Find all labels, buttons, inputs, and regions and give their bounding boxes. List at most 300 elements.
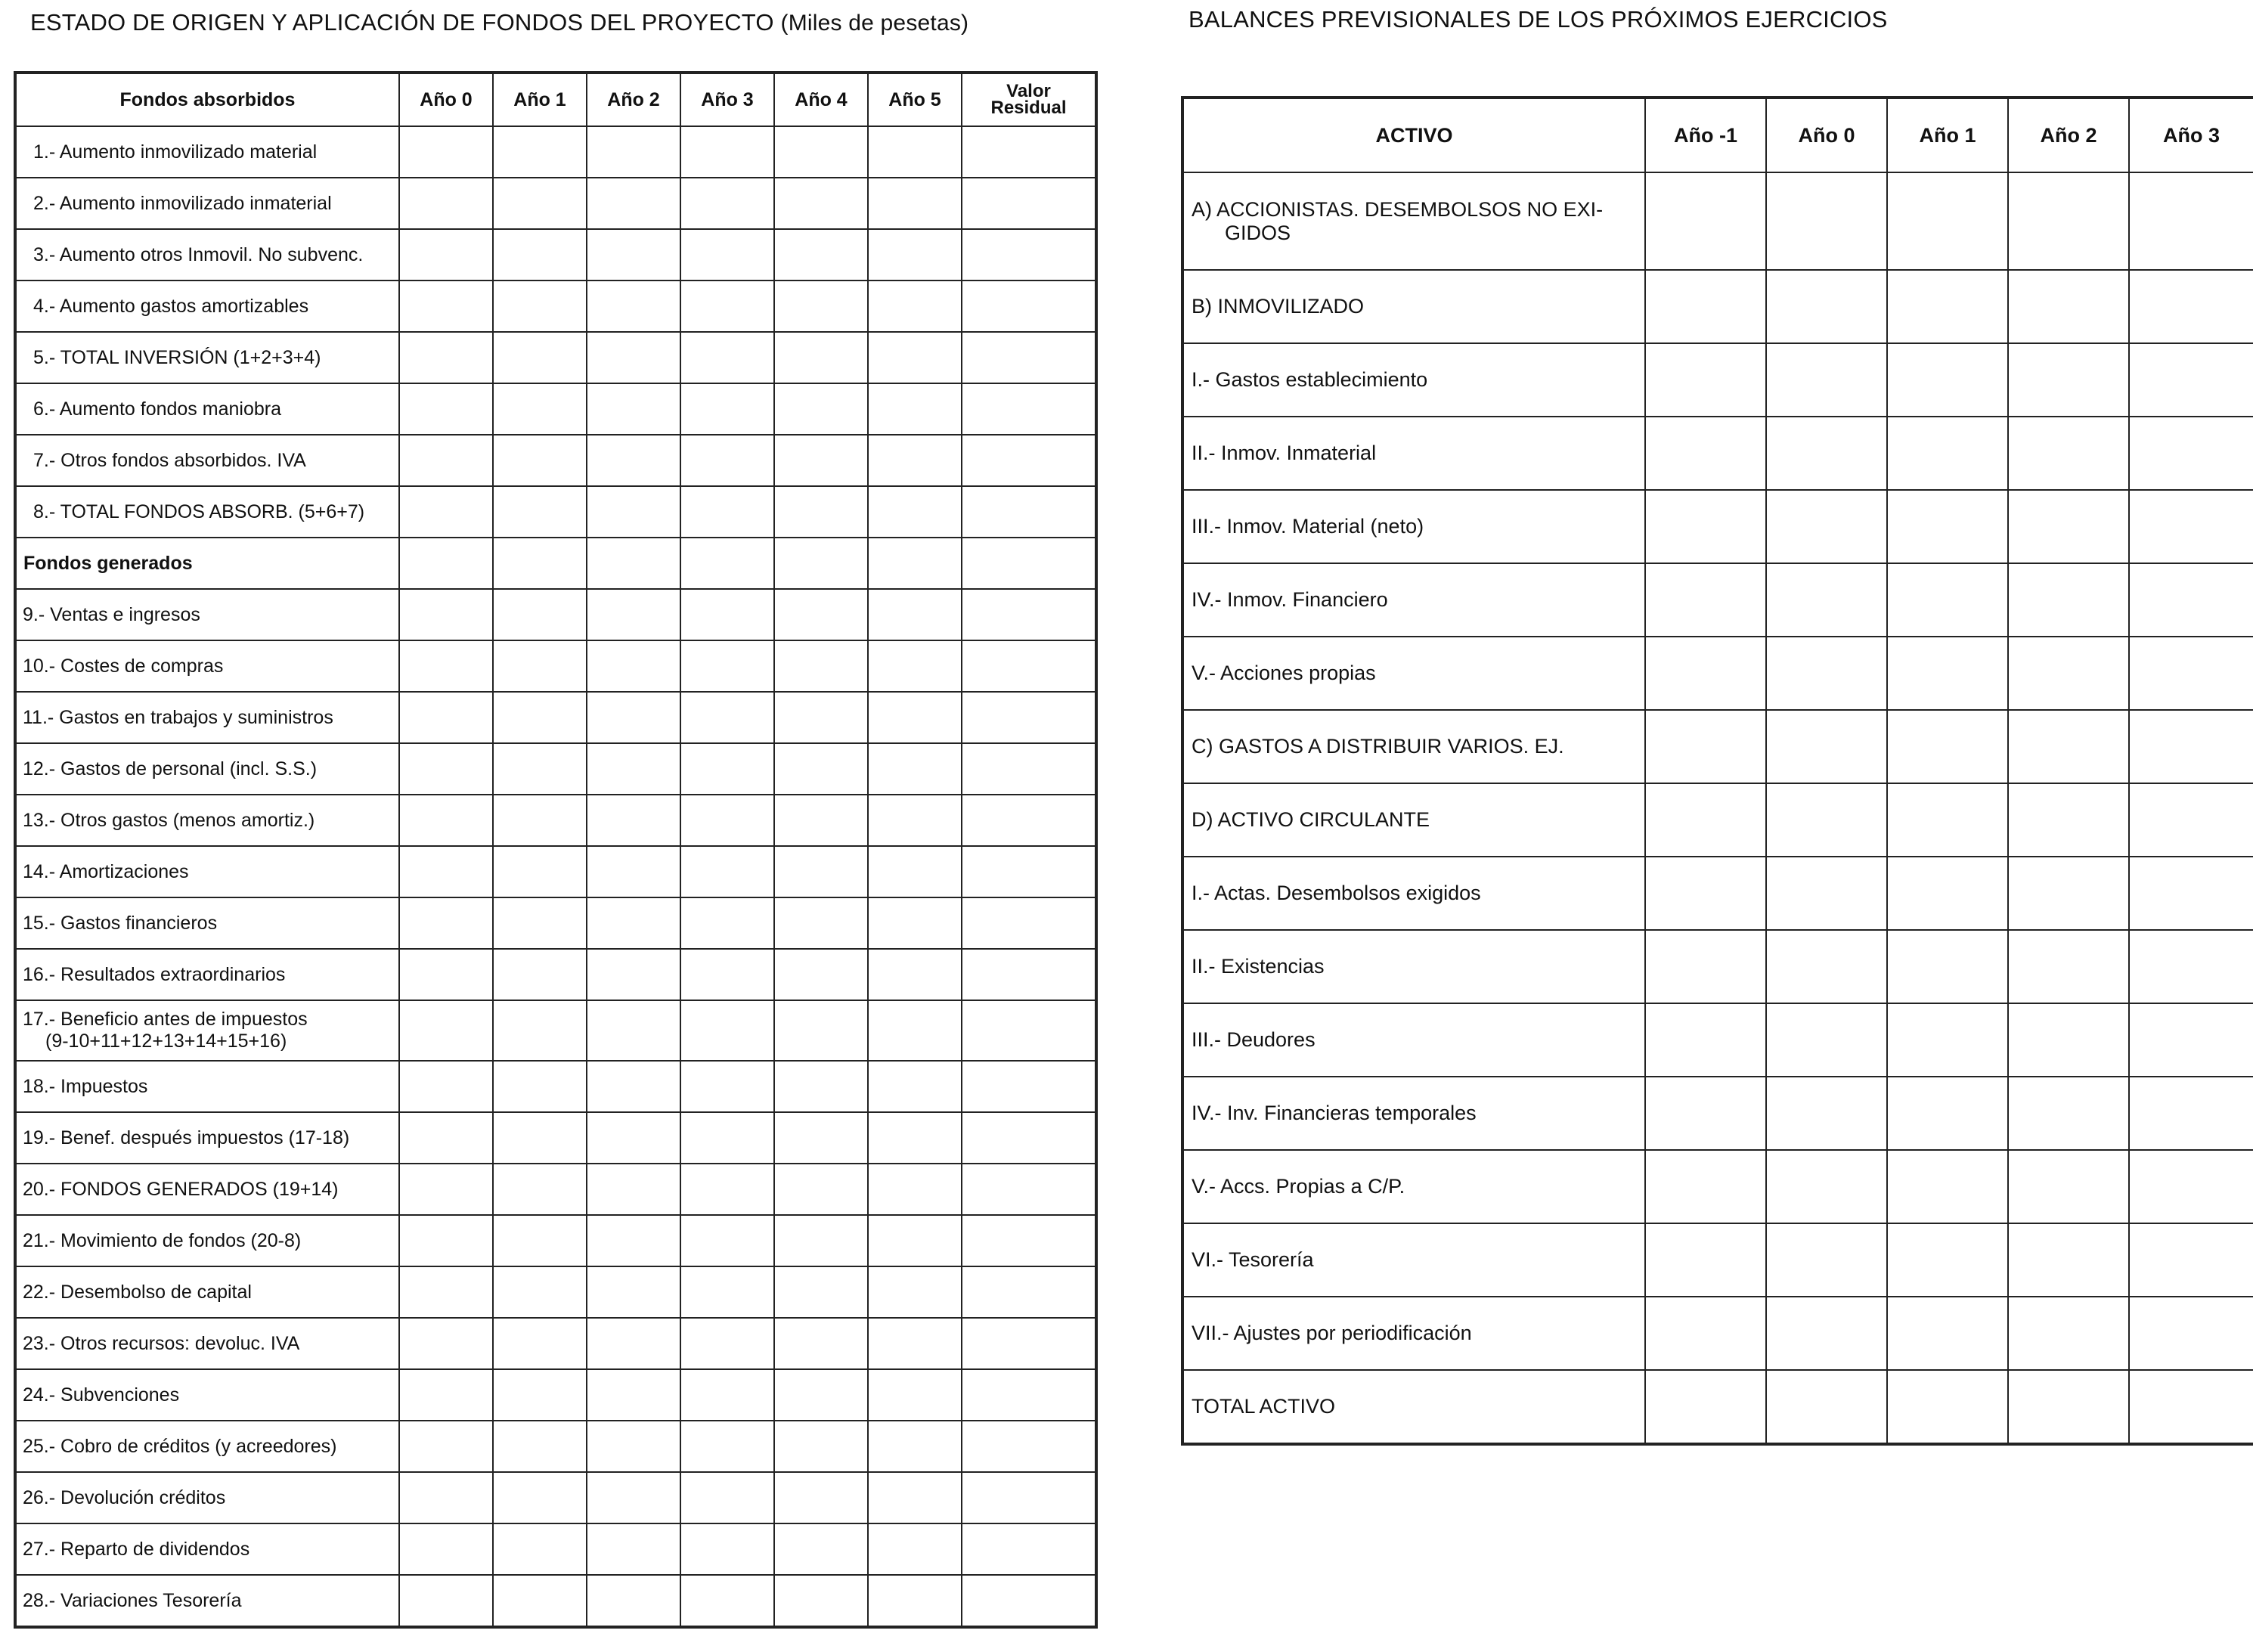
input-cell[interactable] xyxy=(2129,930,2253,1003)
input-cell[interactable] xyxy=(587,178,680,229)
input-cell[interactable] xyxy=(2129,1297,2253,1370)
input-cell[interactable] xyxy=(587,229,680,280)
input-cell[interactable] xyxy=(868,1112,962,1164)
fondos-row-label-text: 23.- Otros recursos: devoluc. IVA xyxy=(23,1332,300,1354)
input-cell[interactable] xyxy=(1766,417,1887,490)
input-cell[interactable] xyxy=(1645,1370,1766,1444)
input-cell[interactable] xyxy=(399,332,493,383)
input-cell[interactable] xyxy=(868,1369,962,1421)
input-cell[interactable] xyxy=(962,1421,1096,1472)
input-cell[interactable] xyxy=(774,949,868,1000)
input-cell[interactable] xyxy=(1645,270,1766,343)
input-cell[interactable] xyxy=(1766,1003,1887,1077)
input-cell[interactable] xyxy=(587,486,680,538)
input-cell[interactable] xyxy=(680,1164,774,1215)
input-cell[interactable] xyxy=(962,178,1096,229)
input-cell[interactable] xyxy=(587,1266,680,1318)
fondos-row xyxy=(15,435,1096,486)
input-cell[interactable] xyxy=(1887,1223,2008,1297)
input-cell[interactable] xyxy=(680,435,774,486)
input-cell[interactable] xyxy=(587,1215,680,1266)
input-cell[interactable] xyxy=(399,178,493,229)
input-cell[interactable] xyxy=(2129,417,2253,490)
input-cell[interactable] xyxy=(399,126,493,178)
fondos-row-label-text: 25.- Cobro de créditos (y acreedores) xyxy=(23,1435,337,1457)
input-cell[interactable] xyxy=(2008,417,2129,490)
input-cell[interactable] xyxy=(774,435,868,486)
input-cell[interactable] xyxy=(962,1523,1096,1575)
fondos-row-label xyxy=(15,486,399,538)
input-cell[interactable] xyxy=(962,1266,1096,1318)
activo-row xyxy=(1182,563,2253,637)
input-cell[interactable] xyxy=(1887,1297,2008,1370)
input-cell[interactable] xyxy=(868,435,962,486)
input-cell[interactable] xyxy=(680,1215,774,1266)
input-cell[interactable] xyxy=(587,435,680,486)
input-cell[interactable] xyxy=(680,126,774,178)
input-cell[interactable] xyxy=(1766,490,1887,563)
input-cell[interactable] xyxy=(1645,1297,1766,1370)
input-cell[interactable] xyxy=(2008,710,2129,783)
input-cell[interactable] xyxy=(2008,172,2129,270)
input-cell[interactable] xyxy=(493,846,587,897)
input-cell[interactable] xyxy=(774,332,868,383)
input-cell[interactable] xyxy=(2129,710,2253,783)
input-cell[interactable] xyxy=(774,846,868,897)
input-cell[interactable] xyxy=(587,589,680,640)
input-cell[interactable] xyxy=(680,589,774,640)
input-cell[interactable] xyxy=(1887,270,2008,343)
input-cell[interactable] xyxy=(399,280,493,332)
input-cell[interactable] xyxy=(774,743,868,795)
input-cell[interactable] xyxy=(399,846,493,897)
input-cell[interactable] xyxy=(680,538,774,589)
input-cell[interactable] xyxy=(680,1523,774,1575)
activo-row-label: I.- Actas. Desembolsos exigidos xyxy=(1182,857,1645,930)
input-cell[interactable] xyxy=(774,1472,868,1523)
input-cell[interactable] xyxy=(1887,563,2008,637)
input-cell[interactable] xyxy=(962,692,1096,743)
input-cell[interactable] xyxy=(680,332,774,383)
input-cell[interactable] xyxy=(868,640,962,692)
input-cell[interactable] xyxy=(680,1061,774,1112)
input-cell[interactable] xyxy=(399,1266,493,1318)
input-cell[interactable] xyxy=(1645,1223,1766,1297)
input-cell[interactable] xyxy=(399,1523,493,1575)
fondos-row-label xyxy=(15,1472,399,1523)
input-cell[interactable] xyxy=(399,795,493,846)
input-cell[interactable] xyxy=(1766,857,1887,930)
input-cell[interactable] xyxy=(493,692,587,743)
input-cell[interactable] xyxy=(493,640,587,692)
fondos-row-label-text: 11.- Gastos en trabajos y suministros xyxy=(23,706,333,728)
input-cell[interactable] xyxy=(2008,1003,2129,1077)
input-cell[interactable] xyxy=(774,795,868,846)
input-cell[interactable] xyxy=(962,1112,1096,1164)
input-cell[interactable] xyxy=(493,1472,587,1523)
input-cell[interactable] xyxy=(587,640,680,692)
input-cell[interactable] xyxy=(399,383,493,435)
input-cell[interactable] xyxy=(1645,1003,1766,1077)
input-cell[interactable] xyxy=(587,897,680,949)
input-cell[interactable] xyxy=(1645,857,1766,930)
input-cell[interactable] xyxy=(399,1000,493,1061)
input-cell[interactable] xyxy=(1766,1370,1887,1444)
input-cell[interactable] xyxy=(962,897,1096,949)
input-cell[interactable] xyxy=(2129,270,2253,343)
input-cell[interactable] xyxy=(868,486,962,538)
input-cell[interactable] xyxy=(493,795,587,846)
input-cell[interactable] xyxy=(962,846,1096,897)
input-cell[interactable] xyxy=(868,589,962,640)
input-cell[interactable] xyxy=(1887,1150,2008,1223)
input-cell[interactable] xyxy=(868,743,962,795)
activo-row-label: D) ACTIVO CIRCULANTE xyxy=(1182,783,1645,857)
input-cell[interactable] xyxy=(493,949,587,1000)
input-cell[interactable] xyxy=(493,1061,587,1112)
input-cell[interactable] xyxy=(493,1164,587,1215)
input-cell[interactable] xyxy=(2129,563,2253,637)
input-cell[interactable] xyxy=(2129,783,2253,857)
input-cell[interactable] xyxy=(774,640,868,692)
input-cell[interactable] xyxy=(962,383,1096,435)
input-cell[interactable] xyxy=(493,126,587,178)
input-cell[interactable] xyxy=(2129,1003,2253,1077)
input-cell[interactable] xyxy=(493,1112,587,1164)
input-cell[interactable] xyxy=(493,280,587,332)
input-cell[interactable] xyxy=(962,1318,1096,1369)
input-cell[interactable] xyxy=(1766,637,1887,710)
input-cell[interactable] xyxy=(680,1472,774,1523)
input-cell[interactable] xyxy=(587,692,680,743)
input-cell[interactable] xyxy=(962,1000,1096,1061)
input-cell[interactable] xyxy=(587,743,680,795)
input-cell[interactable] xyxy=(868,1421,962,1472)
input-cell[interactable] xyxy=(587,1472,680,1523)
input-cell[interactable] xyxy=(2129,1150,2253,1223)
input-cell[interactable] xyxy=(493,1523,587,1575)
input-cell[interactable] xyxy=(868,383,962,435)
input-cell[interactable] xyxy=(962,949,1096,1000)
input-cell[interactable] xyxy=(868,795,962,846)
input-cell[interactable] xyxy=(868,846,962,897)
input-cell[interactable] xyxy=(680,949,774,1000)
input-cell[interactable] xyxy=(680,229,774,280)
input-cell[interactable] xyxy=(493,1369,587,1421)
input-cell[interactable] xyxy=(680,1369,774,1421)
input-cell[interactable] xyxy=(587,1369,680,1421)
input-cell[interactable] xyxy=(587,126,680,178)
input-cell[interactable] xyxy=(2129,1370,2253,1444)
input-cell[interactable] xyxy=(868,1061,962,1112)
input-cell[interactable] xyxy=(2129,857,2253,930)
input-cell[interactable] xyxy=(868,126,962,178)
input-cell[interactable] xyxy=(868,178,962,229)
input-cell[interactable] xyxy=(1887,930,2008,1003)
input-cell[interactable] xyxy=(2008,1150,2129,1223)
input-cell[interactable] xyxy=(1766,1077,1887,1150)
input-cell[interactable] xyxy=(1766,783,1887,857)
input-cell[interactable] xyxy=(399,1112,493,1164)
input-cell[interactable] xyxy=(680,178,774,229)
input-cell[interactable] xyxy=(493,1318,587,1369)
input-cell[interactable] xyxy=(774,589,868,640)
input-cell[interactable] xyxy=(587,1523,680,1575)
input-cell[interactable] xyxy=(962,1215,1096,1266)
input-cell[interactable] xyxy=(399,1575,493,1627)
input-cell[interactable] xyxy=(774,1318,868,1369)
input-cell[interactable] xyxy=(1887,343,2008,417)
input-cell[interactable] xyxy=(962,332,1096,383)
input-cell[interactable] xyxy=(680,486,774,538)
input-cell[interactable] xyxy=(774,1575,868,1627)
input-cell[interactable] xyxy=(680,897,774,949)
input-cell[interactable] xyxy=(868,1472,962,1523)
input-cell[interactable] xyxy=(1645,710,1766,783)
input-cell[interactable] xyxy=(1645,930,1766,1003)
input-cell[interactable] xyxy=(399,1369,493,1421)
input-cell[interactable] xyxy=(1766,1297,1887,1370)
input-cell[interactable] xyxy=(587,1164,680,1215)
input-cell[interactable] xyxy=(774,178,868,229)
input-cell[interactable] xyxy=(1766,563,1887,637)
input-cell[interactable] xyxy=(399,538,493,589)
header-year: Año 1 xyxy=(493,73,587,126)
input-cell[interactable] xyxy=(587,538,680,589)
input-cell[interactable] xyxy=(774,1369,868,1421)
input-cell[interactable] xyxy=(962,1061,1096,1112)
input-cell[interactable] xyxy=(1645,563,1766,637)
input-cell[interactable] xyxy=(2008,857,2129,930)
input-cell[interactable] xyxy=(1887,1370,2008,1444)
input-cell[interactable] xyxy=(774,383,868,435)
input-cell[interactable] xyxy=(1766,1223,1887,1297)
input-cell[interactable] xyxy=(680,795,774,846)
input-cell[interactable] xyxy=(493,538,587,589)
input-cell[interactable] xyxy=(399,486,493,538)
input-cell[interactable] xyxy=(1766,343,1887,417)
input-cell[interactable] xyxy=(868,1000,962,1061)
input-cell[interactable] xyxy=(680,640,774,692)
input-cell[interactable] xyxy=(1887,1003,2008,1077)
input-cell[interactable] xyxy=(962,229,1096,280)
input-cell[interactable] xyxy=(1645,783,1766,857)
input-cell[interactable] xyxy=(399,692,493,743)
input-cell[interactable] xyxy=(399,229,493,280)
input-cell[interactable] xyxy=(1766,710,1887,783)
input-cell[interactable] xyxy=(774,1112,868,1164)
input-cell[interactable] xyxy=(680,383,774,435)
input-cell[interactable] xyxy=(1887,417,2008,490)
input-cell[interactable] xyxy=(2129,637,2253,710)
input-cell[interactable] xyxy=(2008,1077,2129,1150)
input-cell[interactable] xyxy=(1887,490,2008,563)
input-cell[interactable] xyxy=(2008,343,2129,417)
input-cell[interactable] xyxy=(2129,172,2253,270)
input-cell[interactable] xyxy=(868,949,962,1000)
input-cell[interactable] xyxy=(399,589,493,640)
input-cell[interactable] xyxy=(2008,270,2129,343)
input-cell[interactable] xyxy=(962,280,1096,332)
input-cell[interactable] xyxy=(1887,1077,2008,1150)
input-cell[interactable] xyxy=(1645,417,1766,490)
input-cell[interactable] xyxy=(2008,930,2129,1003)
input-cell[interactable] xyxy=(774,1523,868,1575)
input-cell[interactable] xyxy=(1645,343,1766,417)
input-cell[interactable] xyxy=(774,486,868,538)
input-cell[interactable] xyxy=(587,795,680,846)
input-cell[interactable] xyxy=(493,383,587,435)
input-cell[interactable] xyxy=(962,1575,1096,1627)
input-cell[interactable] xyxy=(493,178,587,229)
input-cell[interactable] xyxy=(1645,172,1766,270)
input-cell[interactable] xyxy=(587,280,680,332)
input-cell[interactable] xyxy=(962,795,1096,846)
input-cell[interactable] xyxy=(399,1215,493,1266)
input-cell[interactable] xyxy=(2008,1370,2129,1444)
input-cell[interactable] xyxy=(680,1318,774,1369)
input-cell[interactable] xyxy=(2008,1223,2129,1297)
input-cell[interactable] xyxy=(1645,1150,1766,1223)
input-cell[interactable] xyxy=(868,538,962,589)
input-cell[interactable] xyxy=(868,897,962,949)
input-cell[interactable] xyxy=(587,1421,680,1472)
activo-row xyxy=(1182,1003,2253,1077)
input-cell[interactable] xyxy=(2008,490,2129,563)
input-cell[interactable] xyxy=(587,332,680,383)
input-cell[interactable] xyxy=(962,486,1096,538)
input-cell[interactable] xyxy=(868,229,962,280)
input-cell[interactable] xyxy=(587,1575,680,1627)
input-cell[interactable] xyxy=(1887,172,2008,270)
input-cell[interactable] xyxy=(774,1421,868,1472)
input-cell[interactable] xyxy=(868,1164,962,1215)
input-cell[interactable] xyxy=(493,897,587,949)
input-cell[interactable] xyxy=(493,1000,587,1061)
input-cell[interactable] xyxy=(2008,1297,2129,1370)
input-cell[interactable] xyxy=(2129,1223,2253,1297)
input-cell[interactable] xyxy=(868,1266,962,1318)
input-cell[interactable] xyxy=(680,1000,774,1061)
input-cell[interactable] xyxy=(680,1575,774,1627)
input-cell[interactable] xyxy=(774,1266,868,1318)
input-cell[interactable] xyxy=(493,1575,587,1627)
input-cell[interactable] xyxy=(680,1112,774,1164)
input-cell[interactable] xyxy=(1887,637,2008,710)
input-cell[interactable] xyxy=(962,126,1096,178)
input-cell[interactable] xyxy=(1887,857,2008,930)
input-cell[interactable] xyxy=(587,1061,680,1112)
input-cell[interactable] xyxy=(399,743,493,795)
input-cell[interactable] xyxy=(399,1164,493,1215)
input-cell[interactable] xyxy=(868,332,962,383)
input-cell[interactable] xyxy=(1766,270,1887,343)
input-cell[interactable] xyxy=(399,1061,493,1112)
input-cell[interactable] xyxy=(962,538,1096,589)
input-cell[interactable] xyxy=(774,229,868,280)
input-cell[interactable] xyxy=(1645,490,1766,563)
input-cell[interactable] xyxy=(493,332,587,383)
input-cell[interactable] xyxy=(680,743,774,795)
input-cell[interactable] xyxy=(2129,1077,2253,1150)
input-cell[interactable] xyxy=(399,640,493,692)
input-cell[interactable] xyxy=(962,640,1096,692)
input-cell[interactable] xyxy=(2008,563,2129,637)
input-cell[interactable] xyxy=(680,280,774,332)
input-cell[interactable] xyxy=(962,1472,1096,1523)
input-cell[interactable] xyxy=(1887,783,2008,857)
input-cell[interactable] xyxy=(399,897,493,949)
input-cell[interactable] xyxy=(2129,490,2253,563)
input-cell[interactable] xyxy=(680,692,774,743)
input-cell[interactable] xyxy=(774,280,868,332)
input-cell[interactable] xyxy=(1645,1077,1766,1150)
input-cell[interactable] xyxy=(493,229,587,280)
input-cell[interactable] xyxy=(680,1421,774,1472)
input-cell[interactable] xyxy=(493,1215,587,1266)
input-cell[interactable] xyxy=(493,1266,587,1318)
input-cell[interactable] xyxy=(868,1318,962,1369)
fondos-row-label-text: 12.- Gastos de personal (incl. S.S.) xyxy=(23,758,318,780)
input-cell[interactable] xyxy=(868,1575,962,1627)
input-cell[interactable] xyxy=(587,1000,680,1061)
input-cell[interactable] xyxy=(587,846,680,897)
input-cell[interactable] xyxy=(962,435,1096,486)
input-cell[interactable] xyxy=(774,692,868,743)
input-cell[interactable] xyxy=(868,692,962,743)
input-cell[interactable] xyxy=(962,1164,1096,1215)
input-cell[interactable] xyxy=(962,1369,1096,1421)
input-cell[interactable] xyxy=(399,1318,493,1369)
input-cell[interactable] xyxy=(868,1215,962,1266)
input-cell[interactable] xyxy=(2129,343,2253,417)
input-cell[interactable] xyxy=(774,1215,868,1266)
input-cell[interactable] xyxy=(493,486,587,538)
input-cell[interactable] xyxy=(1887,710,2008,783)
input-cell[interactable] xyxy=(399,1472,493,1523)
input-cell[interactable] xyxy=(587,1318,680,1369)
input-cell[interactable] xyxy=(2008,637,2129,710)
input-cell[interactable] xyxy=(1766,1150,1887,1223)
input-cell[interactable] xyxy=(680,846,774,897)
input-cell[interactable] xyxy=(493,1421,587,1472)
input-cell[interactable] xyxy=(868,1523,962,1575)
input-cell[interactable] xyxy=(2008,783,2129,857)
input-cell[interactable] xyxy=(962,589,1096,640)
input-cell[interactable] xyxy=(680,1266,774,1318)
input-cell[interactable] xyxy=(587,949,680,1000)
input-cell[interactable] xyxy=(774,538,868,589)
input-cell[interactable] xyxy=(1766,172,1887,270)
input-cell[interactable] xyxy=(399,435,493,486)
input-cell[interactable] xyxy=(774,126,868,178)
input-cell[interactable] xyxy=(493,589,587,640)
input-cell[interactable] xyxy=(962,743,1096,795)
input-cell[interactable] xyxy=(399,949,493,1000)
input-cell[interactable] xyxy=(587,383,680,435)
input-cell[interactable] xyxy=(774,1164,868,1215)
input-cell[interactable] xyxy=(587,1112,680,1164)
input-cell[interactable] xyxy=(868,280,962,332)
input-cell[interactable] xyxy=(399,1421,493,1472)
input-cell[interactable] xyxy=(774,897,868,949)
input-cell[interactable] xyxy=(1766,930,1887,1003)
input-cell[interactable] xyxy=(774,1000,868,1061)
input-cell[interactable] xyxy=(493,743,587,795)
input-cell[interactable] xyxy=(774,1061,868,1112)
input-cell[interactable] xyxy=(1645,637,1766,710)
input-cell[interactable] xyxy=(493,435,587,486)
